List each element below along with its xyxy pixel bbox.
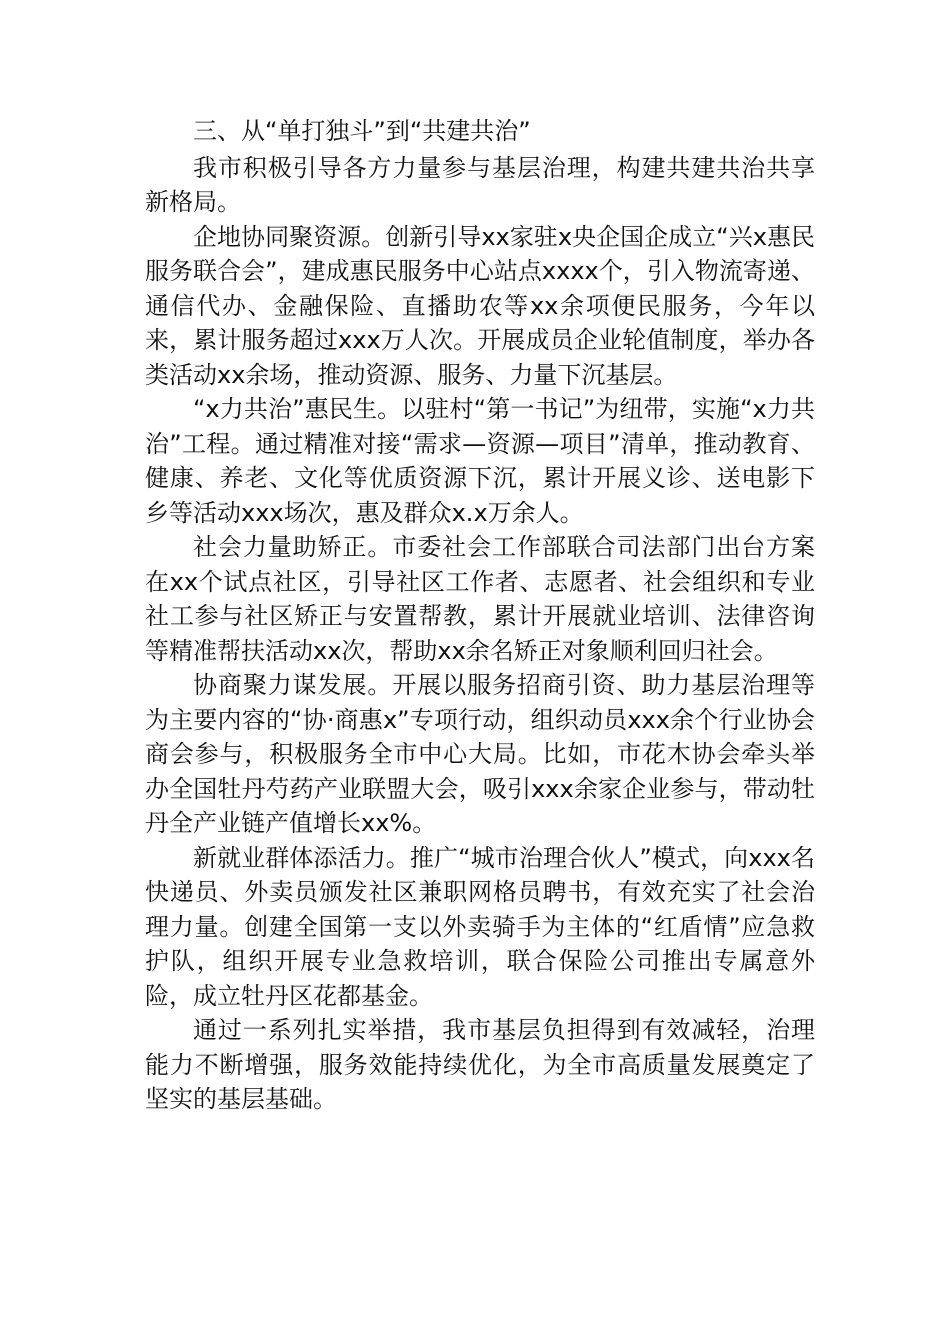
paragraph-social-correction: 社会力量助矫正。市委社会工作部联合司法部门出台方案在xx个试点社区，引导社区工作者、志愿者、社会组织和专业社工参与社区矫正与安置帮教，累计开展就业培训、法律咨询等精准帮扶活动xx次，帮助xx余名矫正对象顺利回归社会。 <box>145 533 815 665</box>
conclusion-paragraph: 通过一系列扎实举措，我市基层负担得到有效减轻，治理能力不断增强，服务效能持续优化，为全市高质量发展奠定了坚实的基层基础。 <box>145 1016 815 1113</box>
intro-paragraph: 我市积极引导各方力量参与基层治理，构建共建共治共享新格局。 <box>145 153 815 216</box>
document-page <box>145 114 815 1117</box>
paragraph-consultation-development: 协商聚力谋发展。开展以服务招商引资、助力基层治理等为主要内容的“协·商惠x”专项行动，组织动员xxx余个行业协会商会参与，积极服务全市中心大局。比如，市花木协会牵头举办全国牡丹芍药产业联盟大会，吸引xxx余家企业参与，带动牡丹全产业链产值增长xx%。 <box>145 671 815 837</box>
paragraph-enterprise-collaboration: 企地协同聚资源。创新引导xx家驻x央企国企成立“兴x惠民服务联合会”，建成惠民服务中心站点xxxx个，引入物流寄递、通信代办、金融保险、直播助农等xx余项便民服务，今年以来，累计服务超过xxx万人次。开展成员企业轮值制度，举办各类活动xx余场，推动资源、服务、力量下沉基层。 <box>145 222 815 389</box>
paragraph-new-employment-groups: 新就业群体添活力。推广“城市治理合伙人”模式，向xxx名快递员、外卖员颁发社区兼职网格员聘书，有效充实了社会治理力量。创建全国第一支以外卖骑手为主体的“红盾情”应急救护队，组织开展专业急救培训，联合保险公司推出专属意外险，成立牡丹区花都基金。 <box>145 843 815 1010</box>
paragraph-joint-governance: “x力共治”惠民生。以驻村“第一书记”为纽带，实施“x力共治”工程。通过精准对接“需求—资源—项目”清单，推动教育、健康、养老、文化等优质资源下沉，累计开展义诊、送电影下乡等活动xxx场次，惠及群众x.x万余人。 <box>145 395 815 527</box>
section-heading: 三、从“单打独斗”到“共建共治” <box>193 117 531 145</box>
